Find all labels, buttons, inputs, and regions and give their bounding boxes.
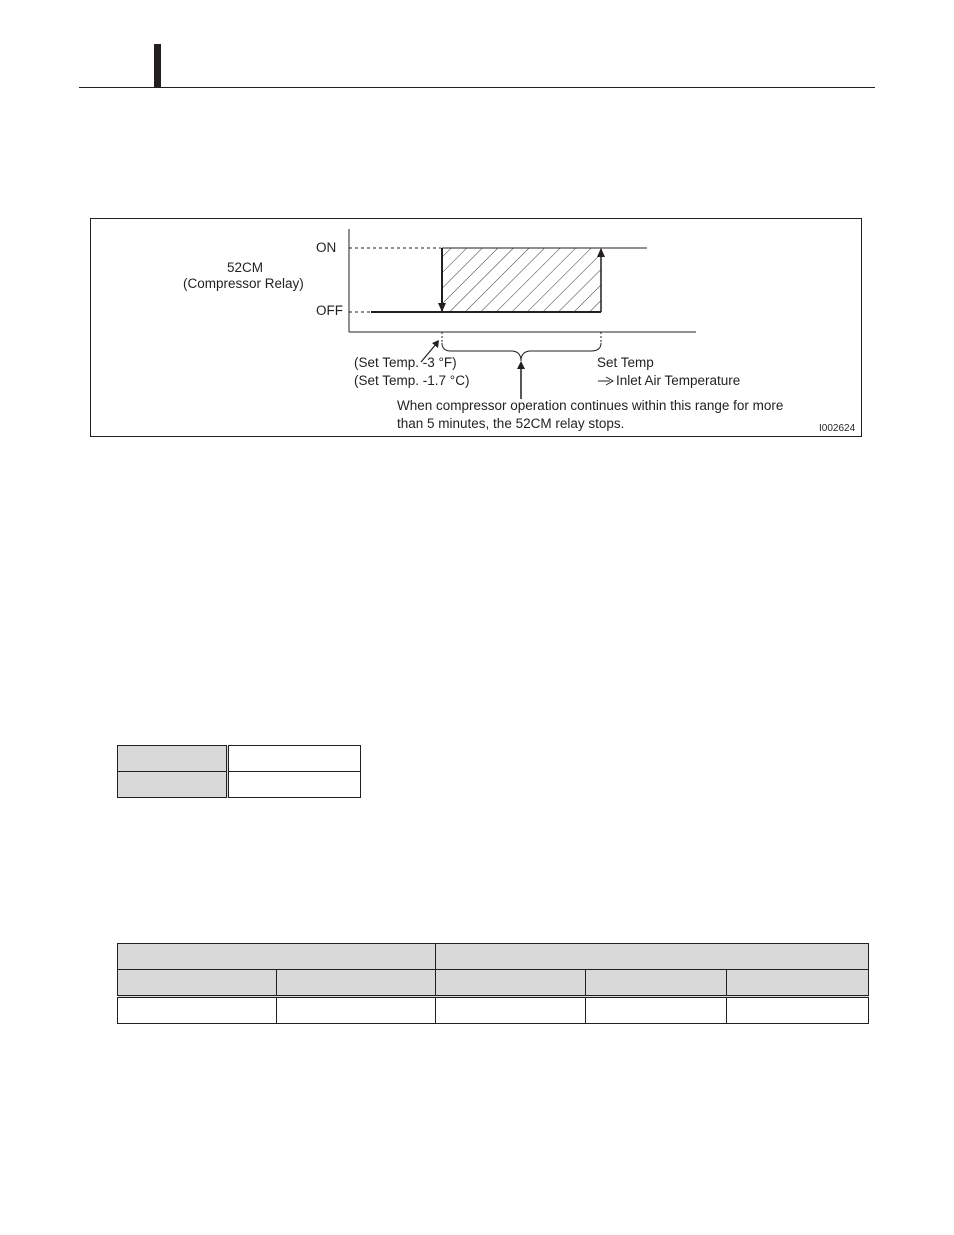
compressor-relay-figure [90, 218, 862, 437]
large-settings-table [117, 943, 869, 1024]
table-row [118, 772, 361, 798]
table-header-cell [118, 944, 436, 970]
relay-label-line1: 52CM [227, 260, 264, 275]
table-header-cell [436, 944, 869, 970]
off-label: OFF [316, 303, 343, 318]
note-line2: than 5 minutes, the 52CM relay stops. [397, 416, 625, 431]
table-cell [118, 772, 228, 798]
table-cell [228, 746, 361, 772]
table-cell [586, 997, 727, 1024]
table-subheader-cell [118, 970, 277, 997]
relay-label-line2: (Compressor Relay) [183, 276, 304, 291]
inlet-air-label: Inlet Air Temperature [616, 373, 741, 388]
range-brace [442, 343, 601, 361]
small-settings-table [117, 745, 361, 798]
table-row [118, 997, 869, 1024]
table-subheader-cell [436, 970, 586, 997]
set-temp-c-label: (Set Temp. -1.7 °C) [354, 373, 470, 388]
table-subheader-cell [586, 970, 727, 997]
table-cell [118, 997, 277, 1024]
table-cell [118, 746, 228, 772]
table-header-row [118, 944, 869, 970]
table-cell [228, 772, 361, 798]
hatched-on-region [442, 248, 601, 312]
table-subheader-row [118, 970, 869, 997]
table-cell [436, 997, 586, 1024]
table-subheader-cell [727, 970, 869, 997]
table-cell [727, 997, 869, 1024]
note-line1: When compressor operation continues within this range for more [397, 398, 784, 413]
table-cell [277, 997, 436, 1024]
figure-id: I002624 [819, 423, 856, 434]
note-arrowhead [517, 361, 525, 369]
table-subheader-cell [277, 970, 436, 997]
table-row [118, 746, 361, 772]
header-rule [79, 87, 875, 88]
header-marker-bar [154, 44, 161, 88]
on-label: ON [316, 240, 337, 255]
set-temp-label: Set Temp [597, 355, 654, 370]
set-temp-f-label: (Set Temp. -3 °F) [354, 355, 457, 370]
